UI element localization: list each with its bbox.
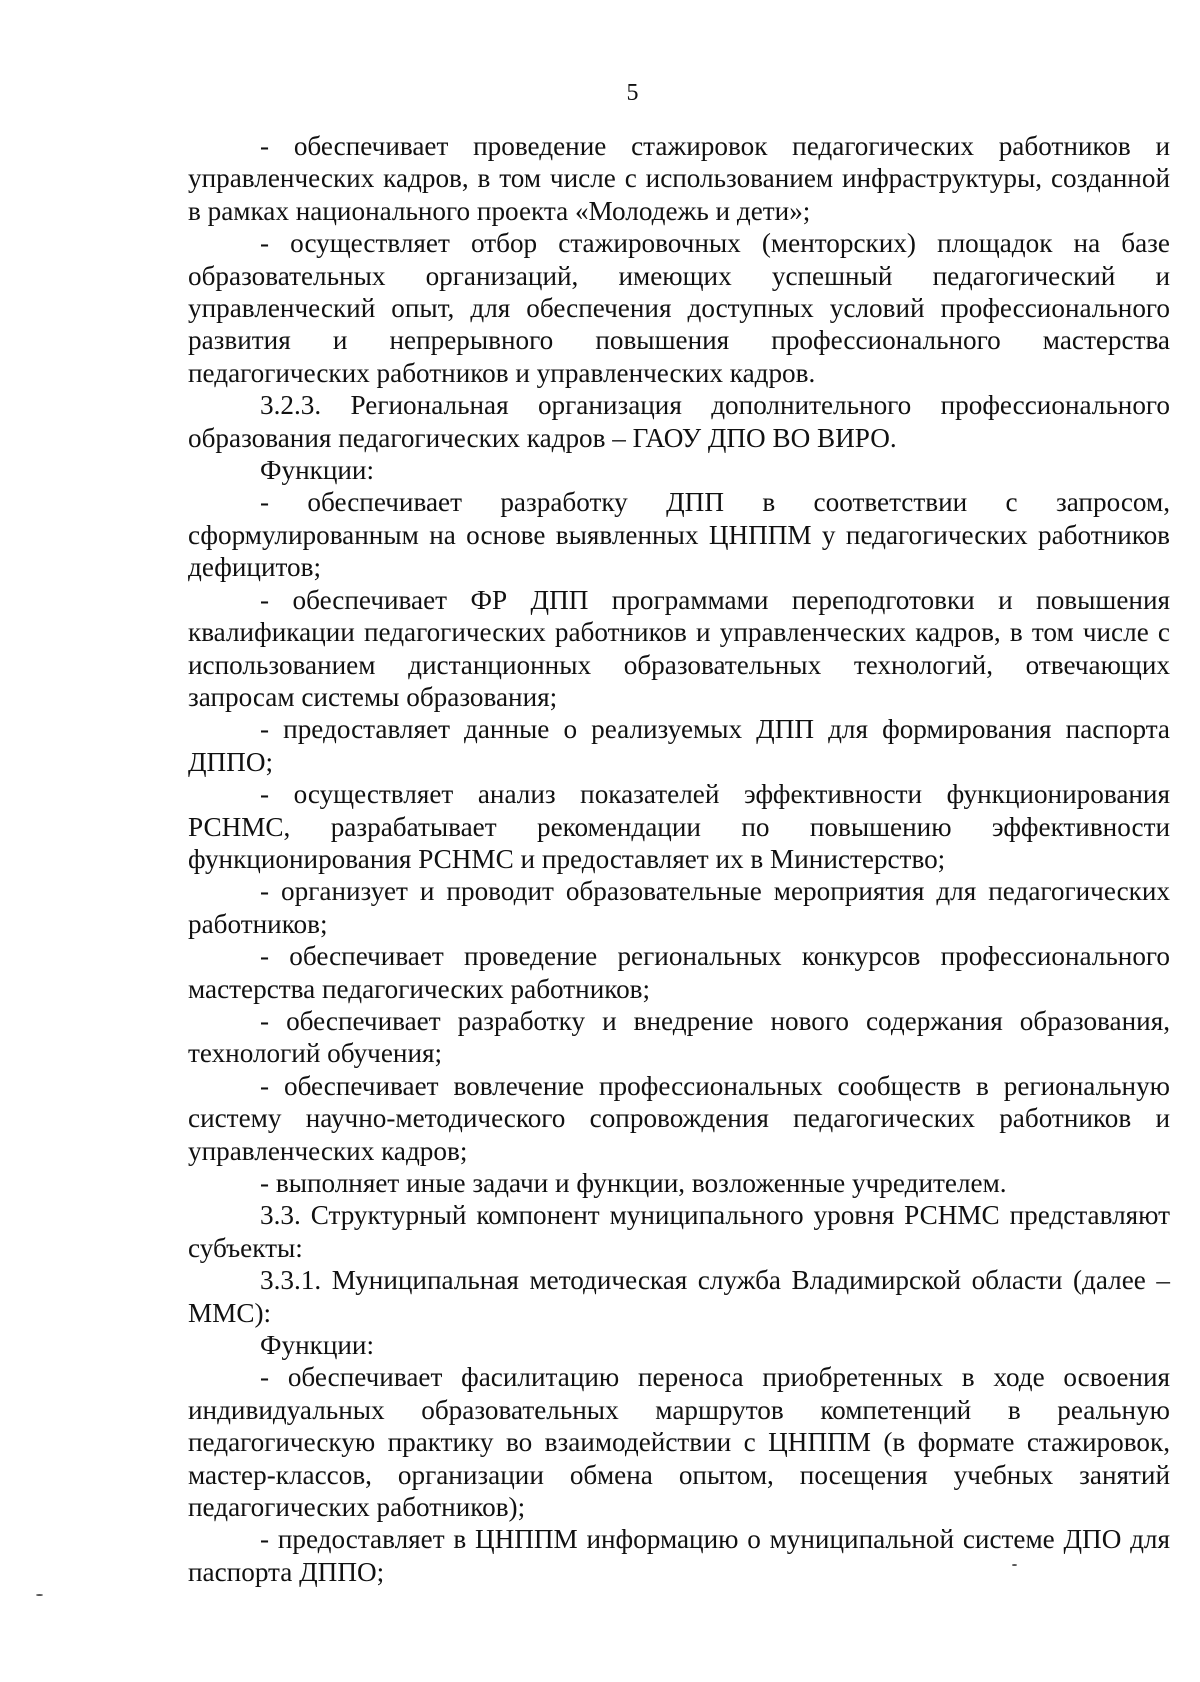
scan-speck <box>36 1594 43 1596</box>
scan-speck <box>1012 1564 1017 1566</box>
section-heading: 3.3.1. Муниципальная методическая служба Владимирской области (далее – ММС): <box>188 1265 1170 1328</box>
paragraph: - организует и проводит образовательные мероприятия для педагогических работников; <box>188 876 1170 939</box>
document-body <box>188 130 1170 1588</box>
section-heading: 3.2.3. Региональная организация дополнительного профессионального образования педагогических кадров – ГАОУ ДПО ВО ВИРО. <box>188 390 1170 453</box>
functions-label: Функции: <box>260 455 375 486</box>
paragraph: - осуществляет отбор стажировочных (менторских) площадок на базе образовательных организаций, имеющих успешный педагогический и управленческий опыт, для обеспечения доступных условий профессионального развития и непрерывного повышения профессионального мастерства педагогических работников и управленческих кадров. <box>188 228 1170 388</box>
paragraph: - обеспечивает проведение региональных конкурсов профессионального мастерства педагогических работников; <box>188 941 1170 1004</box>
paragraph: - осуществляет анализ показателей эффективности функционирования РСНМС, разрабатывает рекомендации по повышению эффективности функционирования РСНМС и предоставляет их в Министерство; <box>188 779 1170 874</box>
paragraph: - обеспечивает разработку и внедрение нового содержания образования, технологий обучения; <box>188 1005 1170 1069</box>
paragraph: - выполняет иные задачи и функции, возложенные учредителем. <box>260 1168 1007 1198</box>
paragraph: - обеспечивает фасилитацию переноса приобретенных в ходе освоения индивидуальных образовательных маршрутов компетенций в реальную педагогическую практику во взаимодействии с ЦНППМ (в формате стажировок, мастер-классов, организации обмена опытом, посещения учебных занятий педагогических работников); <box>188 1362 1170 1523</box>
paragraph: - обеспечивает вовлечение профессиональных сообществ в региональную систему научно-методического сопровождения педагогических работников и управленческих кадров; <box>188 1070 1170 1166</box>
paragraph: - предоставляет в ЦНППМ информацию о муниципальной системе ДПО для паспорта ДППО; <box>188 1524 1170 1587</box>
section-heading: 3.3. Структурный компонент муниципального уровня РСНМС представляют субъекты: <box>188 1200 1170 1263</box>
paragraph: - предоставляет данные о реализуемых ДПП для формирования паспорта ДППО; <box>188 714 1170 777</box>
paragraph: - обеспечивает проведение стажировок педагогических работников и управленческих кадров, в том числе с использованием инфраструктуры, созданной в рамках национального проекта «Молодежь и дети»; <box>188 131 1170 226</box>
functions-label: Функции: <box>260 1330 375 1361</box>
page-number: 5 <box>626 80 639 106</box>
paragraph: - обеспечивает разработку ДПП в соответствии с запросом, сформулированным на основе выявленных ЦНППМ у педагогических работников дефицитов; <box>188 487 1170 583</box>
paragraph: - обеспечивает ФР ДПП программами переподготовки и повышения квалификации педагогических работников и управленческих кадров, в том числе с использованием дистанционных образовательных технологий, отвечающих запросам системы образования; <box>188 584 1170 712</box>
